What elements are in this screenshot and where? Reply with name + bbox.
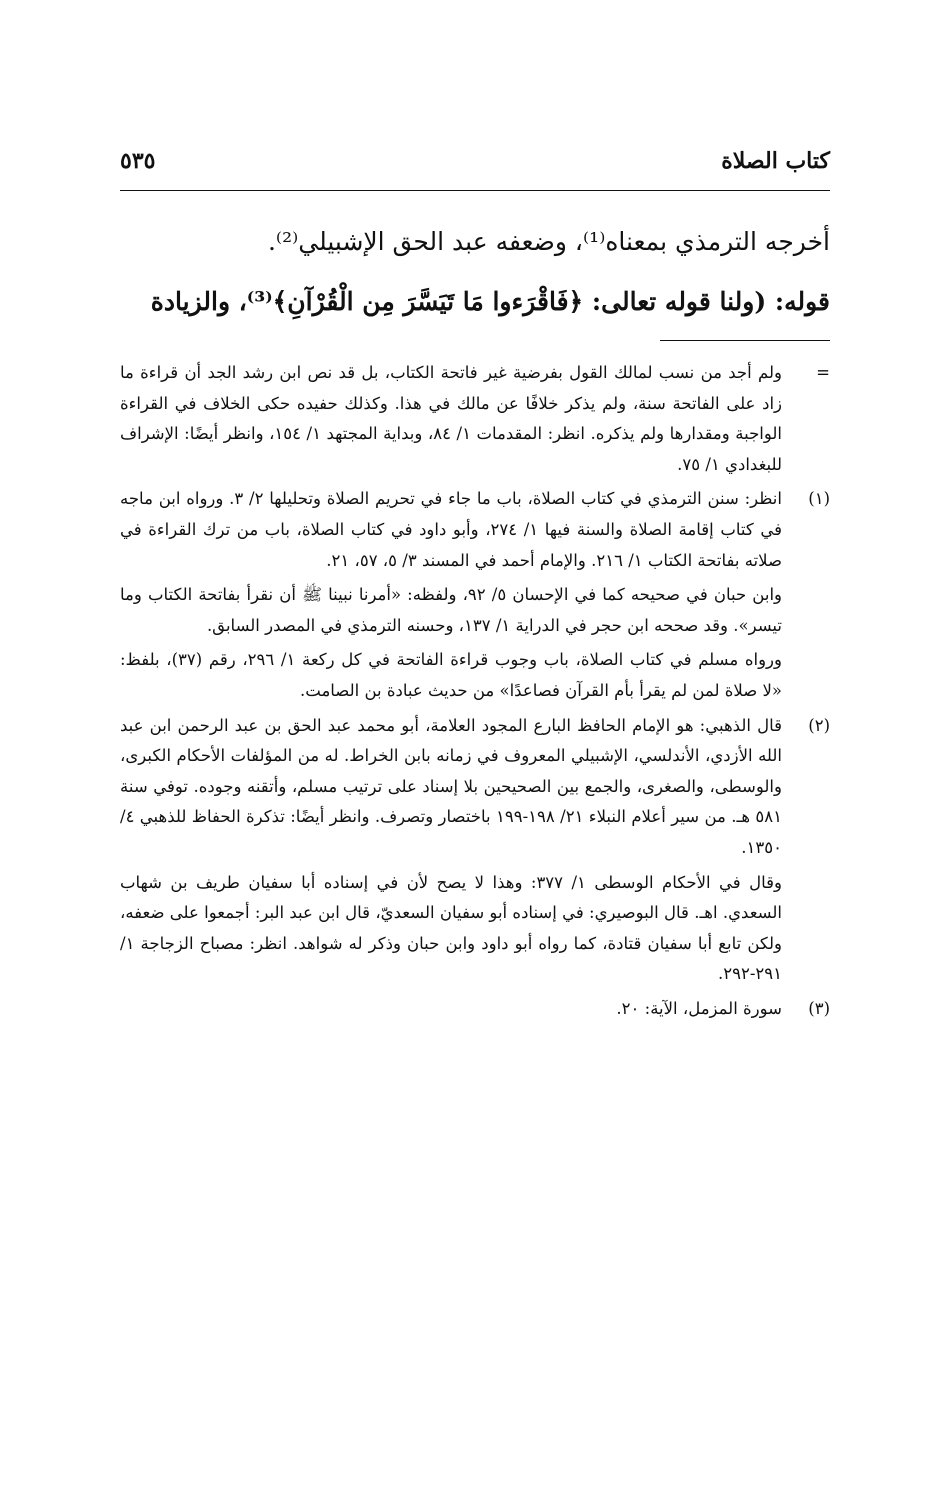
book-title: كتاب الصلاة xyxy=(721,148,830,174)
footnote-paragraph: ورواه مسلم في كتاب الصلاة، باب وجوب قراءة الفاتحة في كل ركعة ١/ ٢٩٦، رقم (٣٧)، بلفظ: «لا صلاة لمن لم يقرأ بأم القرآن فصاعدًا» من حديث عبادة بن الصامت. xyxy=(120,650,782,700)
footnote-3 xyxy=(120,994,830,1025)
footnote-marker: = xyxy=(816,363,830,382)
footnotes xyxy=(120,358,830,1028)
footnote-paragraph: وقال في الأحكام الوسطى ١/ ٣٧٧: وهذا لا يصح لأن في إسناده أبا سفيان طريف بن شهاب السعدي. اهـ. قال البوصيري: في إسناده أبو سفيان السعديّ، قال ابن عبد البر: أجمعوا على ضعفه، ولكن تابع أبا سفيان قتادة، كما رواه أبو داود وابن حبان وذكر له شواهد. انظر: مصباح الزجاجة ١/ ٢٩١-٢٩٢. xyxy=(120,872,782,984)
footnote-marker: (١) xyxy=(808,489,830,509)
footnote-marker: (٢) xyxy=(808,715,830,735)
main-line-1: أخرجه الترمذي بمعناه⁽¹⁾، وضعفه عبد الحق الإشبيلي⁽²⁾. xyxy=(267,227,830,256)
page-number: ٥٣٥ xyxy=(120,148,156,174)
footnote-separator xyxy=(660,340,830,341)
footnote-continuation xyxy=(120,358,830,480)
main-line-2: قوله: (ولنا قوله تعالى: ﴿فَاقْرَءوا مَا تَيَسَّرَ مِن الْقُرْآنِ﴾⁽³⁾، والزيادة xyxy=(150,287,830,316)
running-header xyxy=(120,140,830,190)
footnote-marker: (٣) xyxy=(808,998,830,1018)
footnote-paragraph: انظر: سنن الترمذي في كتاب الصلاة، باب ما جاء في تحريم الصلاة وتحليلها ٢/ ٣. ورواه ابن ماجه في كتاب إقامة الصلاة والسنة فيها ١/ ٢٧٤، وأبو داود في كتاب الصلاة، باب من ترك القراءة في صلاته بفاتحة الكتاب ١/ ٢١٦. والإمام أحمد في المسند ٣/ ٥، ٥٧، ٢١. xyxy=(120,489,782,570)
footnote-paragraph: سورة المزمل، الآية: ٢٠. xyxy=(616,998,782,1018)
footnote-paragraph: وابن حبان في صحيحه كما في الإحسان ٥/ ٩٢، ولفظه: «أمرنا نبينا ﷺ أن نقرأ بفاتحة الكتاب وما تيسر». وقد صححه ابن حجر في الدراية ١/ ١٣٧، وحسنه الترمذي في المصدر السابق. xyxy=(120,585,782,635)
footnote-paragraph: ولم أجد من نسب لمالك القول بفرضية غير فاتحة الكتاب، بل قد نص ابن رشد الجد أن قراءة ما زاد على الفاتحة سنة، ولم يذكر خلافًا عن مالك في هذا. وكذلك حفيده حكى الخلاف في القراءة الواجبة ومقدارها ولم يذكره. انظر: المقدمات ١/ ٨٤، وبداية المجتهد ١/ ١٥٤، وانظر أيضًا: الإشراف للبغدادي ١/ ٧٥. xyxy=(120,363,783,474)
main-text xyxy=(120,212,830,332)
footnote-1 xyxy=(120,484,830,706)
footnote-paragraph: قال الذهبي: هو الإمام الحافظ البارع المجود العلامة، أبو محمد عبد الحق بن عبد الرحمن ابن عبد الله الأزدي، الأندلسي، الإشبيلي المعروف في زمانه بابن الخراط. له من المؤلفات الأحكام الكبرى، والوسطى، والصغرى، والجمع بين الصحيحين بلا إسناد على ترتيب مسلم، وأتقنه وجوده. توفي سنة ٥٨١ هـ. من سير أعلام النبلاء ٢١/ ١٩٨-١٩٩ باختصار وتصرف. وانظر أيضًا: تذكرة الحفاظ للذهبي ٤/ ١٣٥٠. xyxy=(120,715,782,857)
footnote-2 xyxy=(120,711,830,990)
header-rule xyxy=(120,190,830,191)
